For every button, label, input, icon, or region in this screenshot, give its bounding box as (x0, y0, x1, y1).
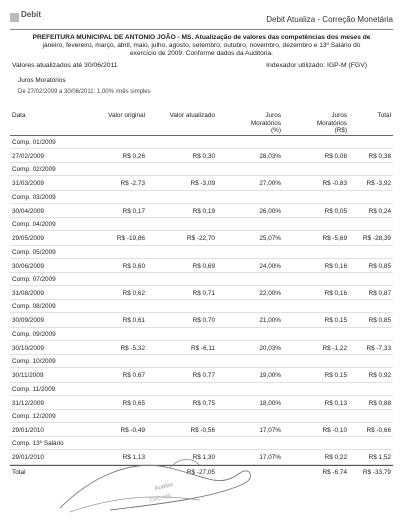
row-valor-atualizado: R$ 0,75 (192, 399, 215, 407)
row-valor-atualizado: R$ 1,30 (192, 454, 215, 462)
stamp-line-2: CRC-MS (149, 493, 172, 504)
row-total: R$ -7,33 (366, 344, 391, 352)
row-date: 30/11/2009 (12, 372, 44, 380)
group-row (10, 300, 393, 313)
row-juros-pct: 17,07% (259, 426, 281, 434)
intro-line-2: janeiro, fevereiro, março, abril, maio, julho, agosto, setembro, outubro, novembro, dezembro e 13º Salário do (42, 42, 361, 50)
group-row (10, 163, 393, 176)
row-total: R$ -28,39 (362, 235, 391, 243)
table-row (10, 149, 393, 163)
row-juros-pct: 20,03% (259, 344, 281, 352)
row-date: 30/09/2009 (12, 317, 44, 325)
row-juros-rs: R$ 0,15 (324, 372, 347, 380)
header-juros-pct-line2: Moratórios (250, 119, 281, 127)
header-valor-atualizado: Valor atualizado (169, 112, 215, 119)
group-row (10, 328, 393, 341)
header-juros-rs-line2: Moratórios (316, 119, 347, 127)
row-total: R$ 1,52 (368, 454, 391, 462)
row-date: 30/04/2009 (12, 207, 44, 215)
total-juros: R$ -6,74 (322, 468, 347, 476)
row-valor-original: R$ 0,60 (122, 262, 145, 270)
indexer-label: Indexador utilizado: IGP-M (FGV) (266, 62, 367, 69)
row-total: R$ -3,92 (366, 180, 391, 188)
group-label: Comp. 13º Salário (12, 440, 64, 448)
row-juros-pct: 28,03% (259, 153, 281, 160)
logo-text: Debit (21, 10, 41, 19)
total-valor-atualizado: R$ -27,05 (186, 468, 215, 476)
table-header (10, 108, 393, 136)
table-row (10, 259, 393, 273)
group-row (10, 218, 393, 231)
row-valor-original: R$ 0,61 (122, 317, 145, 325)
group-label: Comp. 04/2009 (12, 221, 56, 229)
values-table (10, 108, 393, 479)
intro-paragraph (10, 34, 393, 59)
header-juros-rs (317, 112, 347, 135)
row-valor-original: R$ 0,26 (122, 153, 145, 160)
debit-logo (10, 10, 50, 24)
row-juros-pct: 24,00% (259, 262, 281, 270)
row-date: 29/05/2009 (12, 235, 44, 243)
row-valor-atualizado: R$ 0,19 (192, 207, 215, 215)
juros-subtitle: De 27/02/2009 a 30/06/2011: 1,00% /mês simples (18, 89, 151, 95)
row-total: R$ 0,92 (368, 372, 391, 380)
row-valor-atualizado: R$ -22,70 (186, 235, 215, 243)
meta-row (10, 62, 393, 72)
row-valor-atualizado: R$ 0,70 (192, 317, 215, 325)
row-valor-original: R$ -0,49 (120, 426, 145, 434)
table-row (10, 341, 393, 355)
group-label: Comp. 09/2009 (12, 330, 56, 338)
group-label: Comp. 01/2009 (12, 139, 56, 146)
signature-stamp (50, 448, 290, 518)
row-total: R$ -0,66 (366, 426, 391, 434)
row-juros-pct: 26,00% (259, 207, 281, 215)
row-valor-original: R$ -19,86 (116, 235, 145, 243)
group-label: Comp. 05/2009 (12, 248, 56, 256)
row-total: R$ 0,87 (368, 289, 391, 297)
group-label: Comp. 03/2009 (12, 193, 56, 201)
row-date: 30/06/2009 (12, 262, 44, 270)
row-total: R$ 0,85 (368, 317, 391, 325)
group-row (10, 273, 393, 286)
table-row (10, 368, 393, 382)
row-valor-atualizado: R$ 0,30 (192, 153, 215, 160)
row-valor-original: R$ 0,62 (122, 289, 145, 297)
group-label: Comp. 08/2009 (12, 303, 56, 311)
group-label: Comp. 07/2009 (12, 275, 56, 283)
table-row (10, 231, 393, 245)
row-date: 27/02/2009 (12, 153, 44, 160)
row-total: R$ 0,24 (368, 207, 391, 215)
table-row (10, 286, 393, 300)
document-title: Debit Atualiza - Correção Monetária (266, 15, 393, 24)
row-juros-rs: R$ -0,10 (322, 426, 347, 434)
table-row (10, 396, 393, 410)
group-row (10, 136, 393, 149)
total-total: R$ -33,79 (362, 468, 391, 476)
row-juros-rs: R$ 0,16 (324, 289, 347, 297)
row-valor-original: R$ 1,13 (122, 454, 145, 462)
row-valor-original: R$ 0,65 (122, 399, 145, 407)
row-date: 31/12/2009 (12, 399, 44, 407)
row-valor-atualizado: R$ -0,56 (190, 426, 215, 434)
row-date: 29/01/2010 (12, 426, 44, 434)
row-juros-pct: 27,00% (259, 180, 281, 188)
group-label: Comp. 10/2009 (12, 358, 56, 366)
row-juros-rs: R$ 0,08 (324, 153, 347, 160)
row-juros-rs: R$ 0,15 (324, 317, 347, 325)
table-row (10, 204, 393, 218)
header-total: Total (377, 112, 391, 119)
row-juros-rs: R$ 0,22 (324, 454, 347, 462)
juros-title: Juros Moratórios (18, 77, 66, 84)
row-juros-pct: 19,00% (259, 372, 281, 380)
row-date: 31/03/2009 (12, 180, 44, 188)
row-juros-rs: R$ 0,16 (324, 262, 347, 270)
row-juros-rs: R$ -0,83 (322, 180, 347, 188)
row-juros-rs: R$ 0,13 (324, 399, 347, 407)
row-valor-original: R$ -5,32 (120, 344, 145, 352)
row-juros-pct: 22,00% (259, 289, 281, 297)
row-valor-atualizado: R$ -3,09 (190, 180, 215, 188)
group-label: Comp. 11/2009 (12, 385, 56, 393)
row-date: 30/10/2009 (12, 344, 44, 352)
table-row (10, 423, 393, 437)
logo-mark-icon (10, 13, 19, 22)
header-juros-pct-line1: Juros (265, 112, 281, 119)
row-total: R$ 0,38 (368, 153, 391, 160)
row-juros-pct: 25,07% (259, 235, 281, 243)
intro-line-1: PREFEITURA MUNICIPAL DE ANTONIO JOÃO - MS. Atualização de valores das competências dos meses de (32, 34, 371, 41)
row-valor-atualizado: R$ 0,71 (192, 289, 215, 297)
intro-line-3: exercício de 2009. Conforme dados da Auditoria. (130, 50, 273, 58)
header-juros-rs-line1: Juros (331, 112, 347, 119)
document-header (10, 8, 393, 30)
row-valor-original: R$ 0,67 (122, 372, 145, 380)
group-row (10, 383, 393, 396)
table-row (10, 313, 393, 327)
group-row (10, 246, 393, 259)
updated-until-label: Valores atualizados até 30/06/2011 (12, 62, 118, 69)
group-row (10, 410, 393, 423)
stamp-line-1: Auditor (154, 482, 175, 492)
header-data: Data (12, 112, 26, 119)
signature-graphic (50, 448, 290, 518)
header-valor-original: Valor original (108, 112, 145, 119)
row-juros-pct: 17,07% (259, 454, 281, 462)
header-juros-pct (251, 112, 281, 135)
header-juros-pct-line3: (%) (271, 127, 281, 134)
total-label: Total (12, 468, 26, 476)
group-row (10, 355, 393, 368)
group-row (10, 191, 393, 204)
row-valor-atualizado: R$ -6,11 (190, 344, 215, 352)
row-date: 31/08/2009 (12, 289, 44, 297)
group-label: Comp. 12/2009 (12, 412, 56, 420)
table-body (10, 136, 393, 465)
row-juros-rs: R$ -5,69 (322, 235, 347, 243)
row-valor-atualizado: R$ 0,69 (192, 262, 215, 270)
row-juros-rs: R$ 0,05 (324, 207, 347, 215)
table-row (10, 176, 393, 190)
row-valor-atualizado: R$ 0,77 (192, 372, 215, 380)
row-valor-original: R$ -2,73 (120, 180, 145, 188)
row-juros-pct: 21,00% (259, 317, 281, 325)
row-total: R$ 0,88 (368, 399, 391, 407)
row-valor-original: R$ 0,17 (122, 207, 145, 215)
row-juros-rs: R$ -1,22 (322, 344, 347, 352)
header-juros-rs-line3: (R$) (334, 127, 347, 134)
group-label: Comp. 02/2009 (12, 166, 56, 174)
row-juros-pct: 18,00% (259, 399, 281, 407)
row-date: 29/01/2010 (12, 454, 44, 462)
row-total: R$ 0,85 (368, 262, 391, 270)
